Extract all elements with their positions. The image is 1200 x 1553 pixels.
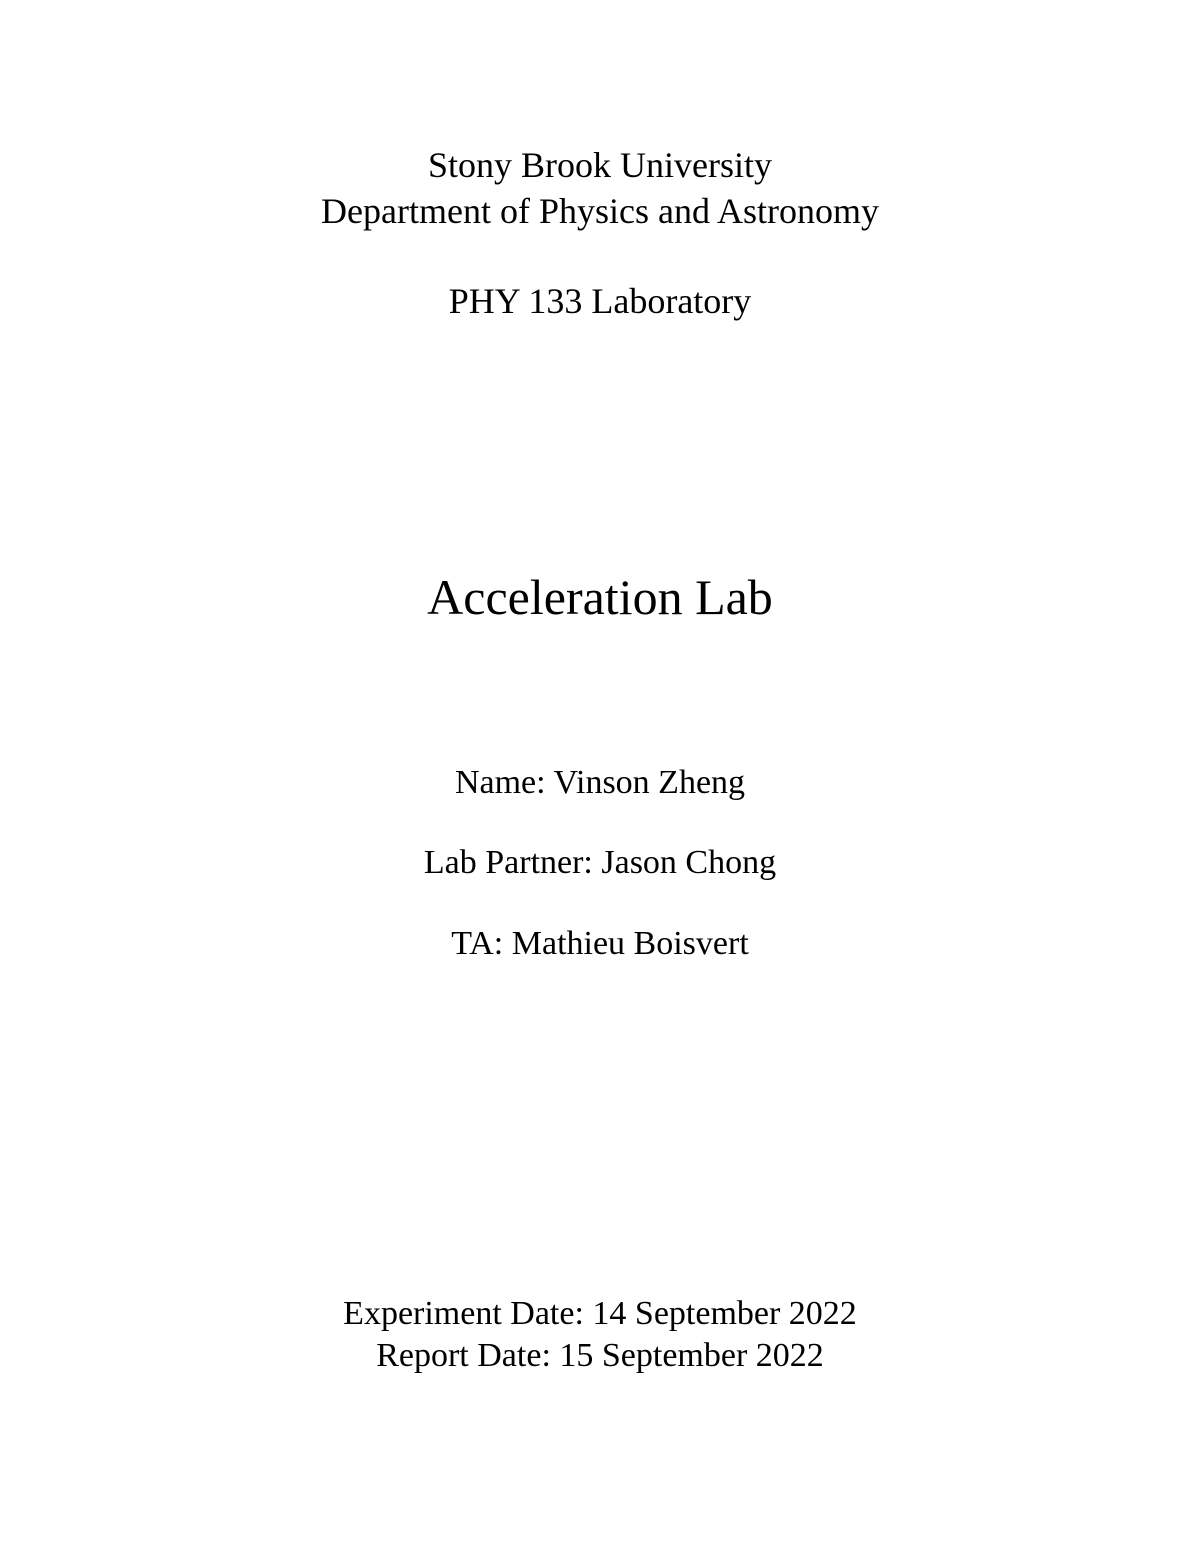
- course-name: PHY 133 Laboratory: [448, 281, 752, 321]
- report-date: Report Date: 15 September 2022: [376, 1337, 824, 1374]
- author-name: Name: Vinson Zheng: [454, 764, 746, 801]
- university-name: Stony Brook University: [427, 145, 772, 185]
- document-title: Acceleration Lab: [427, 569, 773, 625]
- lab-partner: Lab Partner: Jason Chong: [423, 844, 777, 881]
- department-name: Department of Physics and Astronomy: [321, 191, 879, 231]
- experiment-date: Experiment Date: 14 September 2022: [343, 1295, 857, 1332]
- teaching-assistant: TA: Mathieu Boisvert: [451, 925, 749, 962]
